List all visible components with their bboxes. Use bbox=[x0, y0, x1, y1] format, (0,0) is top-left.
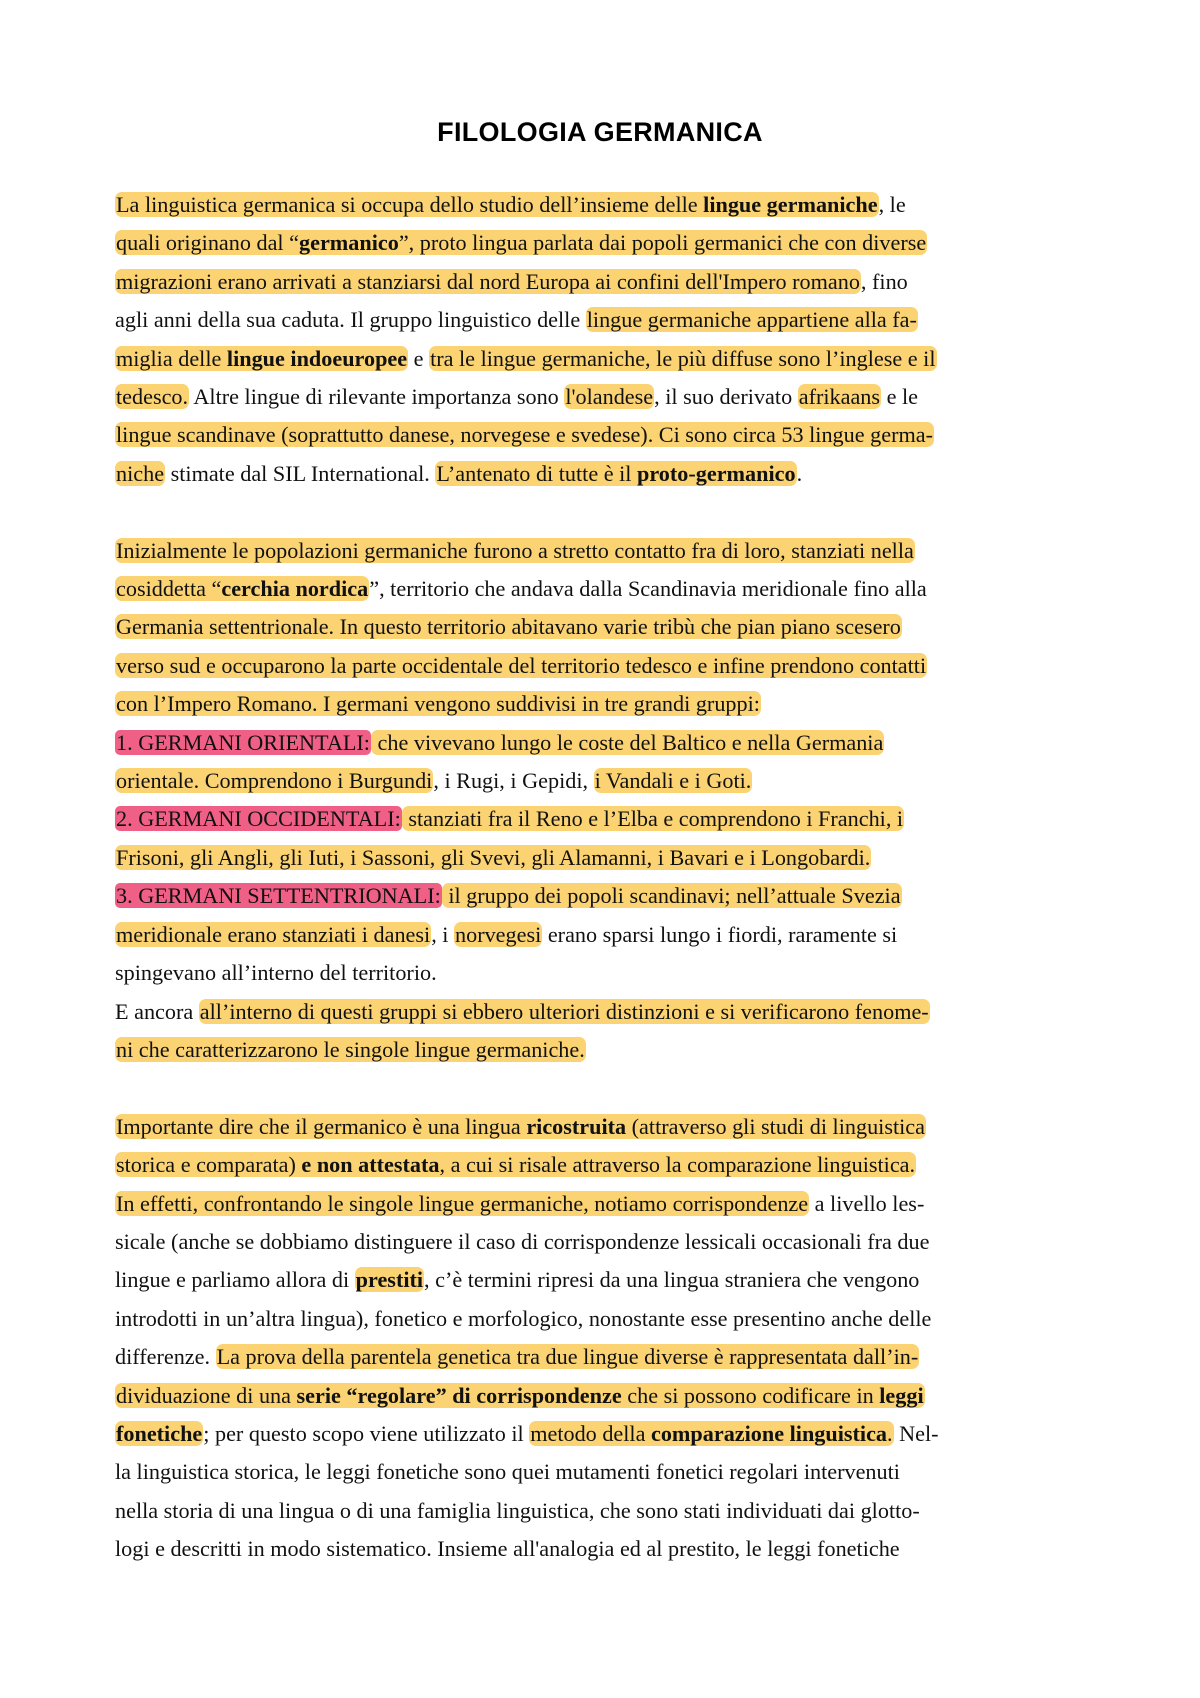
highlight: Frisoni, gli Angli, gli Iuti, i Sassoni, gli Svevi, gli Alamanni, i Bavari e i Longobardi. bbox=[116, 844, 871, 870]
paragraph-groups bbox=[115, 532, 1095, 1070]
paragraph-intro bbox=[115, 186, 1095, 493]
text-span: logi e descritti in modo sistematico. Insieme all'analogia ed al prestito, le leggi fonetiche bbox=[115, 1536, 900, 1562]
text-span: Altre lingue di rilevante importanza sono bbox=[189, 384, 565, 410]
text-span: differenze. bbox=[115, 1344, 216, 1370]
text-span: metodo della bbox=[530, 1420, 651, 1446]
text-span: . bbox=[887, 1420, 893, 1446]
paragraph-reconstruction bbox=[115, 1108, 1095, 1569]
highlight: niche bbox=[116, 460, 165, 486]
text-span: erano sparsi lungo i fiordi, raramente si bbox=[542, 921, 898, 947]
bold-term-highlight: fonetiche bbox=[116, 1420, 203, 1446]
text-span: e bbox=[408, 345, 430, 371]
highlight: meridionale erano stanziati i danesi bbox=[116, 921, 431, 947]
text-span: , i Rugi, i Gepidi, bbox=[433, 768, 594, 794]
text-span: stimate dal SIL International. bbox=[165, 460, 436, 486]
text-span: cosiddetta “ bbox=[116, 576, 222, 602]
highlight: il gruppo dei popoli scandinavi; nell’attuale Svezia bbox=[442, 883, 901, 909]
bold-term: ricostruita bbox=[526, 1113, 627, 1139]
text-span: nella storia di una lingua o di una famiglia linguistica, che sono stati individuati dai glotto- bbox=[115, 1497, 920, 1523]
highlight: i Vandali e i Goti. bbox=[594, 768, 752, 794]
bold-term: comparazione linguistica bbox=[650, 1420, 888, 1446]
text-span: spingevano all’interno del territorio. bbox=[115, 960, 437, 986]
text-span: , il suo derivato bbox=[654, 384, 798, 410]
group-label-north: 3. GERMANI SETTENTRIONALI: bbox=[116, 883, 441, 909]
text-span: lingue e parliamo allora di bbox=[115, 1267, 355, 1293]
highlight: con l’Impero Romano. I germani vengono suddivisi in tre grandi gruppi: bbox=[116, 691, 760, 717]
text-span: Importante dire che il germanico è una lingua bbox=[116, 1113, 527, 1139]
highlight: norvegesi bbox=[455, 921, 542, 947]
bold-term-highlight: prestiti bbox=[355, 1267, 424, 1293]
bold-term: lingue germaniche bbox=[703, 192, 878, 217]
highlight bbox=[115, 1152, 916, 1177]
highlight: che vivevano lungo le coste del Baltico e nella Germania bbox=[371, 729, 884, 755]
highlight: stanziati fra il Reno e l’Elba e comprendono i Franchi, i bbox=[402, 806, 904, 832]
highlight: ni che caratterizzarono le singole lingue germaniche. bbox=[116, 1036, 585, 1062]
text-span: storica e comparata) bbox=[116, 1152, 302, 1178]
highlight bbox=[435, 461, 796, 486]
text-span: la linguistica storica, le leggi fonetiche sono quei mutamenti fonetici regolari intervenuti bbox=[115, 1459, 900, 1485]
text-span: quali originano dal “ bbox=[116, 230, 299, 256]
bold-term: serie “regolare” di corrispondenze bbox=[296, 1382, 622, 1408]
highlight: verso sud e occuparono la parte occidentale del territorio tedesco e infine prendono contatti bbox=[116, 652, 927, 678]
text-span: miglia delle bbox=[116, 345, 227, 371]
bold-term: e non attestata bbox=[301, 1152, 440, 1178]
highlight: afrikaans bbox=[798, 384, 881, 410]
highlight: lingue germaniche appartiene alla fa- bbox=[586, 307, 917, 333]
bold-term: proto-germanico bbox=[637, 460, 796, 486]
highlight bbox=[115, 230, 927, 255]
text-span: che si possono codificare in bbox=[621, 1382, 880, 1408]
text-span: Nel- bbox=[893, 1420, 939, 1446]
text-span: introdotti in un’altra lingua), fonetico e morfologico, nonostante esse presentino anche delle bbox=[115, 1305, 932, 1331]
highlight bbox=[115, 1383, 925, 1408]
text-span: (attraverso gli studi di linguistica bbox=[626, 1113, 925, 1139]
bold-term: leggi bbox=[879, 1382, 924, 1408]
highlight: all’interno di questi gruppi si ebbero ulteriori distinzioni e si verificarono fenome- bbox=[199, 998, 929, 1024]
highlight: In effetti, confrontando le singole lingue germaniche, notiamo corrispondenze bbox=[116, 1190, 809, 1216]
highlight: lingue scandinave (soprattutto danese, norvegese e svedese). Ci sono circa 53 lingue germa- bbox=[116, 422, 933, 448]
text-span: ”, territorio che andava dalla Scandinavia meridionale fino alla bbox=[369, 576, 927, 602]
text-span: , fino bbox=[860, 268, 908, 294]
bold-term: lingue indoeuropee bbox=[226, 345, 408, 371]
text-span: a livello les- bbox=[809, 1190, 925, 1216]
highlight: migrazioni erano arrivati a stanziarsi dal nord Europa ai confini dell'Impero romano bbox=[116, 268, 860, 294]
highlight bbox=[115, 1114, 926, 1139]
text-span: , le bbox=[878, 192, 906, 217]
highlight: l'olandese bbox=[565, 384, 654, 410]
text-span: . bbox=[796, 460, 803, 486]
paragraph-gap bbox=[115, 493, 1095, 531]
highlight: tedesco. bbox=[116, 384, 189, 410]
text-span: , a cui si risale attraverso la comparazione linguistica. bbox=[439, 1152, 916, 1178]
paragraph-gap bbox=[115, 1069, 1095, 1107]
highlight: Germania settentrionale. In questo territorio abitavano varie tribù che pian piano scesero bbox=[116, 614, 901, 640]
text-span: ; per questo scopo viene utilizzato il bbox=[203, 1420, 530, 1446]
text-span: L’antenato di tutte è il bbox=[436, 460, 638, 486]
text-span: , i bbox=[431, 921, 455, 947]
highlight: La prova della parentela genetica tra due lingue diverse è rappresentata dall’in- bbox=[216, 1344, 919, 1370]
group-label-east: 1. GERMANI ORIENTALI: bbox=[116, 729, 370, 755]
text-span: e le bbox=[881, 384, 918, 410]
bold-term: cerchia nordica bbox=[221, 576, 369, 602]
text-span: E ancora bbox=[115, 998, 199, 1024]
text-span: , c’è termini ripresi da una lingua straniera che vengono bbox=[424, 1267, 920, 1293]
highlight bbox=[115, 576, 369, 601]
text-span: La linguistica germanica si occupa dello studio dell’insieme delle bbox=[116, 192, 704, 217]
highlight bbox=[115, 346, 408, 371]
group-label-west: 2. GERMANI OCCIDENTALI: bbox=[116, 806, 401, 832]
highlight: tra le lingue germaniche, le più diffuse sono l’inglese e il bbox=[430, 345, 936, 371]
highlight: Inizialmente le popolazioni germaniche furono a stretto contatto fra di loro, stanziati nella bbox=[116, 537, 914, 563]
highlight bbox=[529, 1421, 893, 1446]
page-title: FILOLOGIA GERMANICA bbox=[437, 117, 763, 147]
document-body bbox=[115, 186, 1095, 1569]
text-span: sicale (anche se dobbiamo distinguere il caso di corrispondenze lessicali occasionali fra due bbox=[115, 1228, 930, 1254]
text-span: ”, proto lingua parlata dai popoli germanici che con diverse bbox=[398, 230, 927, 256]
highlight: orientale. Comprendono i Burgundi bbox=[116, 768, 433, 794]
bold-term: germanico bbox=[299, 230, 399, 256]
highlight bbox=[115, 192, 879, 217]
text-span: agli anni della sua caduta. Il gruppo linguistico delle bbox=[115, 307, 586, 333]
text-span: dividuazione di una bbox=[116, 1382, 297, 1408]
